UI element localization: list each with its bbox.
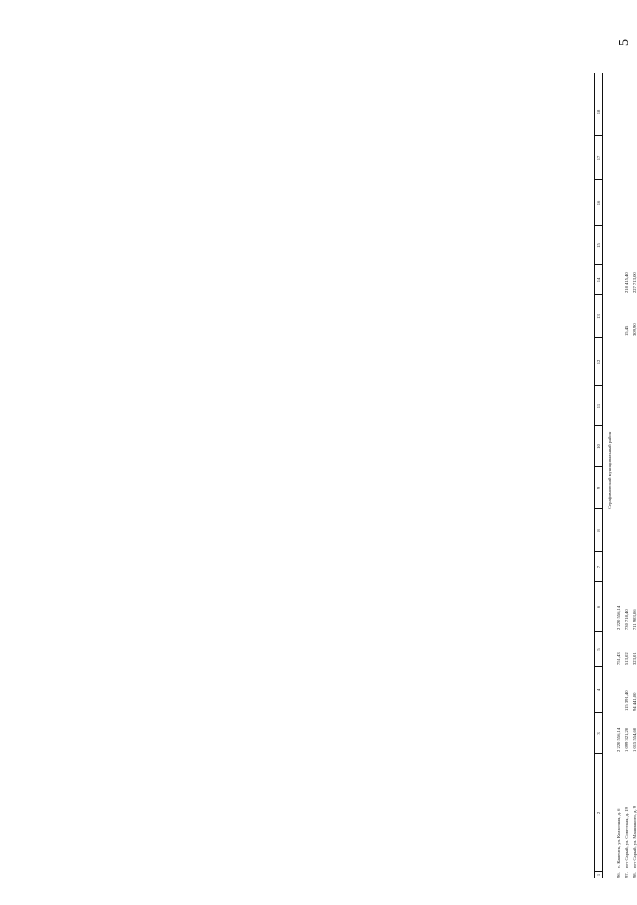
cell-value: 309,90	[632, 323, 637, 336]
cell-value: 711 983,06	[632, 609, 637, 630]
column-number: 5	[596, 648, 601, 651]
cell-value: 2 220 556,14	[616, 605, 621, 630]
column-separator	[594, 385, 602, 386]
cell-value: 1 015 554,60	[632, 727, 637, 752]
column-separator	[594, 294, 602, 295]
row-number: 96.	[616, 872, 621, 878]
section-heading: Серафимовский муниципальный район	[607, 431, 612, 509]
column-number: 8	[596, 529, 601, 532]
row-address: с. Каменск, ул. Колхозная, д. 6	[616, 808, 621, 868]
column-number: 6	[596, 605, 601, 609]
column-number: 17	[596, 155, 601, 161]
header-rule	[602, 73, 603, 878]
column-number: 4	[596, 688, 601, 692]
column-number: 16	[596, 200, 601, 206]
cell-value: 227 713,00	[632, 272, 637, 293]
column-number: 2	[596, 811, 601, 815]
cell-value: 115 391,40	[624, 690, 629, 711]
column-separator	[594, 508, 602, 509]
column-number: 14	[596, 277, 601, 283]
column-separator	[594, 179, 602, 180]
cell-value: 751,43	[616, 652, 621, 665]
column-separator	[594, 337, 602, 338]
column-number: 15	[596, 243, 601, 248]
rotated-table	[594, 73, 637, 878]
row-address: пгт Сарый, ул. Советская, д. 19	[624, 807, 629, 868]
column-number: 1	[596, 873, 601, 877]
page-number: 5	[617, 39, 632, 46]
column-number: 18	[596, 109, 601, 115]
cell-value: 730 718,40	[624, 609, 629, 630]
column-number: 10	[596, 444, 601, 449]
row-address: пгт Сарый, ул. Машинного, д. 9	[632, 805, 637, 868]
cell-value: 2 220 556,14	[616, 727, 621, 752]
column-separator	[594, 466, 602, 467]
column-separator	[594, 871, 602, 872]
column-separator	[594, 753, 602, 754]
column-separator	[594, 264, 602, 265]
cell-value: 323,01	[632, 652, 637, 665]
column-separator	[594, 551, 602, 552]
column-number: 3	[596, 732, 601, 735]
cell-value: 15,45	[624, 325, 629, 336]
column-number: 7	[596, 565, 601, 569]
cell-value: 1 099 321,20	[624, 727, 629, 752]
table-top-rule	[594, 73, 595, 878]
column-number: 12	[596, 359, 601, 365]
column-separator	[594, 666, 602, 667]
column-separator	[594, 631, 602, 632]
column-separator	[594, 581, 602, 582]
cell-value: 218 415,40	[624, 272, 629, 293]
column-separator	[594, 712, 602, 713]
column-separator	[594, 135, 602, 136]
column-number: 13	[596, 314, 601, 319]
column-number: 11	[596, 403, 601, 409]
cell-value: 94 441,00	[632, 692, 637, 711]
column-number: 9	[596, 486, 601, 490]
row-number: 97.	[624, 872, 629, 878]
column-separator	[594, 425, 602, 426]
row-number: 98.	[632, 872, 637, 878]
column-separator	[594, 225, 602, 226]
cell-value: 513,02	[624, 652, 629, 665]
